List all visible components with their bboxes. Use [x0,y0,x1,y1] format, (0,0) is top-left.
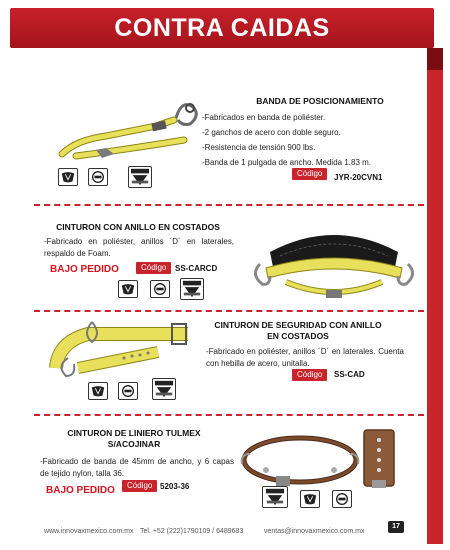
footer-website[interactable]: www.innovaxmexico.com.mx [44,528,134,535]
harness-icon [118,280,138,298]
harness-icon [58,168,78,186]
ansi-seal-icon [118,382,138,400]
side-stripe-dark [427,48,443,70]
hecho-en-mexico-icon [262,486,288,508]
page-number: 17 [388,521,404,533]
product-code: SS-CAD [334,370,365,379]
section-divider [34,310,424,312]
header-banner [10,8,434,48]
product-title: BANDA DE POSICIONAMIENTO [256,96,384,106]
feature-item: -Banda de 1 pulgada de ancho. Medida 1.83 m. [202,158,372,167]
product-title: CINTURON CON ANILLO EN COSTADOS [56,222,220,232]
product-code: JYR-20CVN1 [334,173,383,182]
harness-icon [88,382,108,400]
product-description: -Fabricado en poliéster, anillos ´D´ en laterales, respaldo de Foam. [44,237,234,258]
hecho-en-mexico-icon [180,278,204,300]
footer-email[interactable]: ventas@innovaxmexico.com.mx [264,528,365,535]
section-divider [34,204,424,206]
page-title: CONTRA CAIDAS [114,13,330,42]
ansi-seal-icon [150,280,170,298]
product-title: CINTURON DE SEGURIDAD CON ANILLO EN COSTADOS [214,320,382,341]
side-stripe [427,48,443,544]
safety-belt-image [48,318,198,380]
ansi-seal-icon [88,168,108,186]
feature-item: -Fabricados en banda de poliéster. [202,113,326,122]
product-title: CINTURON DE LINIERO TULMEX S/ACOJINAR [67,428,201,449]
product-description: -Fabricado de banda de 45mm de ancho, y 6 capas de tejido nylon, talla 36. [40,457,234,478]
harness-icon [300,490,320,508]
hecho-en-mexico-icon [152,378,176,400]
positioning-lanyard-image [56,96,206,166]
bajo-pedido-label: BAJO PEDIDO [50,264,119,275]
bajo-pedido-label: BAJO PEDIDO [46,485,115,496]
product-code: 5203-36 [160,482,190,491]
footer-phone: Tel. +52 (222)1790109 / 6489683 [140,528,244,535]
codigo-badge: Código [292,369,327,381]
feature-item: -2 ganchos de acero con doble seguro. [202,128,341,137]
section-divider [34,414,424,416]
codigo-badge: Código [122,480,157,492]
padded-belt-image [246,212,422,306]
product-code: SS-CARCD [175,264,218,273]
codigo-badge: Código [292,168,327,180]
feature-item: -Resistencia de tensión 900 lbs. [202,143,316,152]
codigo-badge: Código [136,262,171,274]
product-description: -Fabricado en poliéster, anillos ´D´ en laterales. Cuenta con hebilla de acero, unitalla. [206,347,404,368]
hecho-en-mexico-icon [128,166,152,188]
ansi-seal-icon [332,490,352,508]
